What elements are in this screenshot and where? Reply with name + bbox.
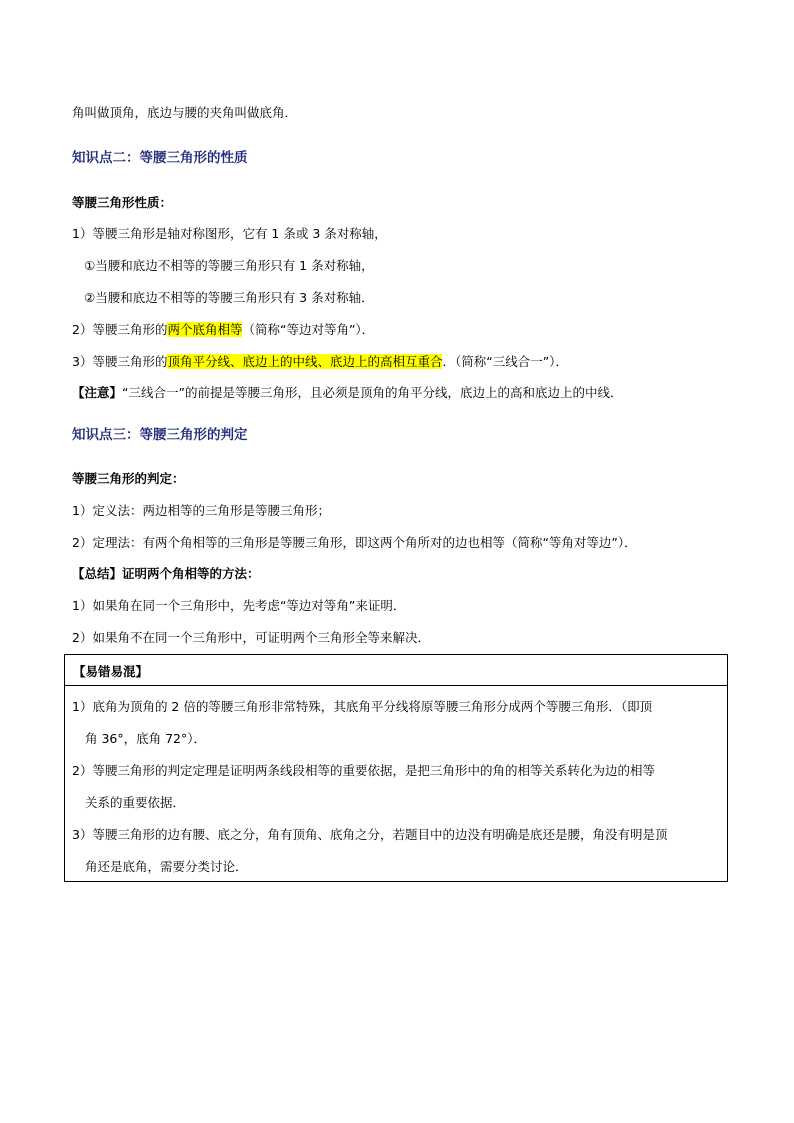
property-3-suffix: ．（简称“三线合一”）．	[442, 354, 568, 369]
pitfall-3-line-2: 角还是底角，需要分类讨论．	[85, 859, 248, 874]
note-text: “三线合一”的前提是等腰三角形，且必须是顶角的角平分线，底边上的高和底边上的中线．	[122, 385, 623, 400]
pitfall-2-line-2: 关系的重要依据．	[85, 795, 186, 810]
property-1: 1）等腰三角形是轴对称图形，它有 1 条或 3 条对称轴，	[72, 226, 387, 241]
property-1-b: ②当腰和底边不相等的等腰三角形只有 3 条对称轴．	[84, 290, 374, 305]
criterion-1: 1）定义法：两边相等的三角形是等腰三角形；	[72, 503, 330, 518]
section-3-subheading: 等腰三角形的判定：	[72, 471, 185, 486]
pitfall-3-line-1: 3）等腰三角形的边有腰、底之分，角有顶角、底角之分，若题目中的边没有明确是底还是腰，角没有明是顶	[72, 827, 668, 842]
note	[72, 384, 622, 402]
pitfall-1-line-1: 1）底角为顶角的 2 倍的等腰三角形非常特殊，其底角平分线将原等腰三角形分成两个等腰三角形．（即顶	[72, 699, 653, 714]
section-2-subheading: 等腰三角形性质：	[72, 195, 173, 210]
criterion-2: 2）定理法：有两个角相等的三角形是等腰三角形，即这两个角所对的边也相等（简称“等角对等边”）．	[72, 535, 637, 550]
property-3	[72, 353, 568, 371]
pitfall-2-line-1: 2）等腰三角形的判定定理是证明两条线段相等的重要依据，是把三角形中的角的相等关系转化为边的相等	[72, 763, 655, 778]
note-label: 【注意】	[72, 385, 123, 400]
property-2-suffix: （简称“等边对等角”）．	[242, 322, 375, 337]
pitfalls-box-title: 【易错易混】	[73, 664, 149, 679]
pitfalls-box-header	[64, 654, 728, 686]
property-2-highlight: 两个底角相等	[167, 322, 243, 337]
summary-2: 2）如果角不在同一个三角形中，可证明两个三角形全等来解决．	[72, 630, 430, 645]
property-2	[72, 321, 374, 339]
summary-heading: 【总结】证明两个角相等的方法：	[72, 566, 260, 581]
pitfalls-box-body	[64, 685, 728, 882]
intro-line: 角叫做顶角，底边与腰的夹角叫做底角．	[72, 105, 298, 120]
section-3-heading: 知识点三：等腰三角形的判定	[72, 427, 248, 443]
property-2-prefix: 2）等腰三角形的	[72, 322, 168, 337]
property-3-highlight: 顶角平分线、底边上的中线、底边上的高相互重合	[167, 354, 443, 369]
summary-1: 1）如果角在同一个三角形中，先考虑“等边对等角”来证明．	[72, 598, 406, 613]
pitfall-1-line-2: 角 36°，底角 72°）．	[85, 731, 207, 746]
section-2-heading: 知识点二：等腰三角形的性质	[72, 150, 248, 166]
property-3-prefix: 3）等腰三角形的	[72, 354, 168, 369]
property-1-a: ①当腰和底边不相等的等腰三角形只有 1 条对称轴，	[84, 258, 374, 273]
